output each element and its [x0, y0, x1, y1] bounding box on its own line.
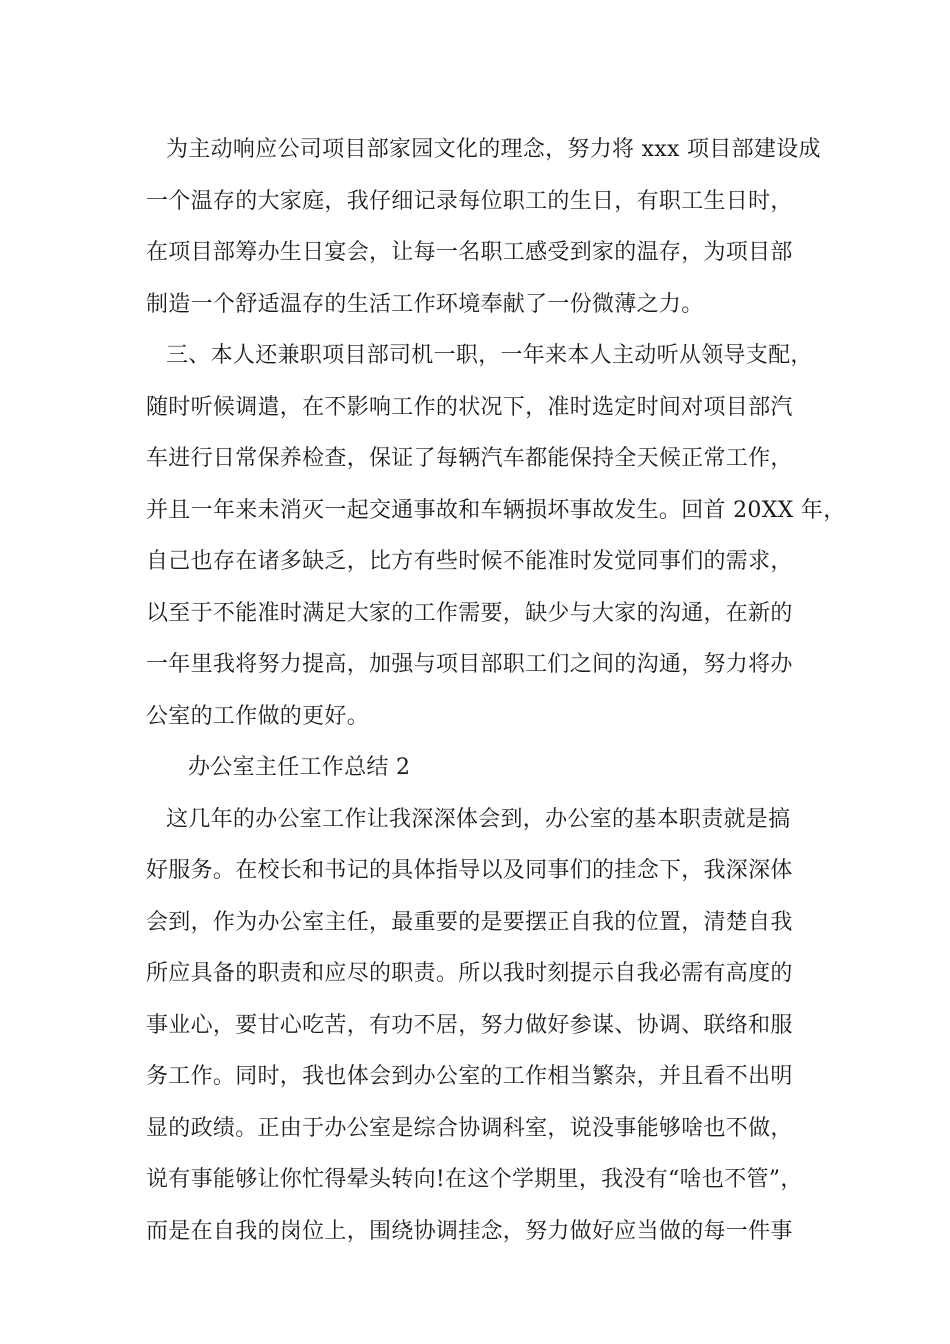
text-line: 一个温存的大家庭，我仔细记录每位职工的生日，有职工生日时， [146, 189, 793, 214]
text-line: 一年里我将努力提高，加强与项目部职工们之间的沟通，努力将办 [146, 652, 793, 677]
text-line: 三、本人还兼职项目部司机一职，一年来本人主动听从领导支配， [166, 343, 813, 368]
text-line: 公室的工作做的更好。 [146, 704, 370, 729]
text-line: 所应具备的职责和应尽的职责。所以我时刻提示自我必需有高度的 [146, 961, 793, 986]
text-line: 自己也存在诸多缺乏，比方有些时候不能准时发觉同事们的需求， [146, 549, 793, 574]
text-line: 为主动响应公司项目部家园文化的理念，努力将 xxx 项目部建设成 [166, 137, 821, 162]
text-line: 会到，作为办公室主任，最重要的是要摆正自我的位置，清楚自我 [146, 910, 793, 935]
text-line: 制造一个舒适温存的生活工作环境奉献了一份微薄之力。 [146, 292, 704, 317]
text-line: 显的政绩。正由于办公室是综合协调科室，说没事能够啥也不做， [146, 1116, 793, 1141]
text-line: 而是在自我的岗位上，围绕协调挂念，努力做好应当做的每一件事 [146, 1219, 793, 1244]
text-line: 并且一年来未消灭一起交通事故和车辆损坏事故发生。回首 20XX 年， [146, 498, 846, 523]
text-line: 车进行日常保养检查，保证了每辆汽车都能保持全天候正常工作， [146, 446, 793, 471]
text-line: 以至于不能准时满足大家的工作需要，缺少与大家的沟通，在新的 [146, 601, 793, 626]
text-line: 在项目部筹办生日宴会，让每一名职工感受到家的温存，为项目部 [146, 240, 793, 265]
text-line: 说有事能够让你忙得晕头转向!在这个学期里，我没有“啥也不管”， [146, 1167, 803, 1192]
text-line: 好服务。在校长和书记的具体指导以及同事们的挂念下，我深深体 [146, 858, 793, 883]
text-line: 事业心，要甘心吃苦，有功不居，努力做好参谋、协调、联络和服 [146, 1013, 793, 1038]
text-line: 这几年的办公室工作让我深深体会到，办公室的基本职责就是搞 [166, 807, 791, 832]
section-heading: 办公室主任工作总结 2 [188, 755, 411, 780]
text-line: 务工作。同时，我也体会到办公室的工作相当繁杂，并且看不出明 [146, 1064, 793, 1089]
text-line: 随时听候调遣，在不影响工作的状况下，准时选定时间对项目部汽 [146, 395, 793, 420]
